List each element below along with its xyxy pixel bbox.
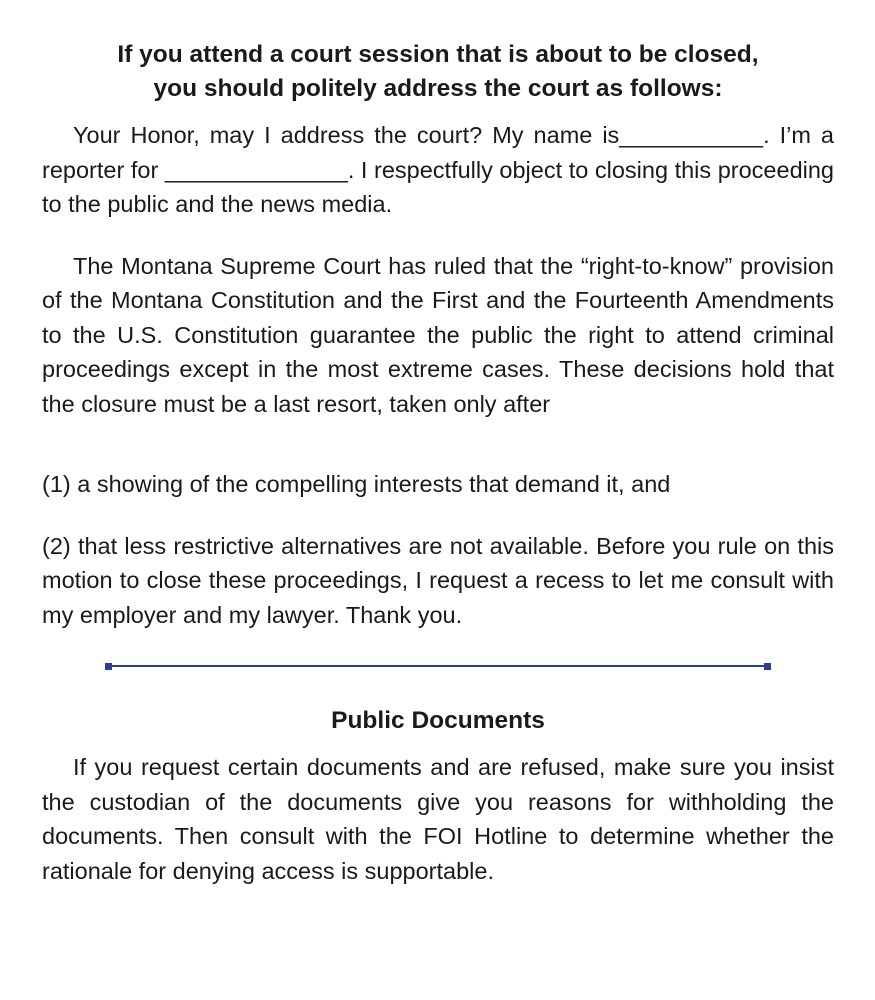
divider-right-cap xyxy=(764,663,771,670)
section-divider xyxy=(105,661,771,671)
script-paragraph-ruling: The Montana Supreme Court has ruled that the “right-to-know” provision of the Montana Constitution and the First and the Fourteenth Amendments to the U.S. Constitution guarantee the public the right to attend criminal proceedings except in the most extreme cases. These decisions hold that the closure must be a last resort, taken only after xyxy=(42,252,834,417)
public-documents-body: If you request certain documents and are refused, make sure you insist the custodian of the documents give you reasons for withholding the documents. Then consult with the FOI Hotline to determine whether the rationale for denying access is supportable. xyxy=(42,754,834,884)
page-heading xyxy=(42,38,834,106)
divider-line xyxy=(108,665,768,667)
script-paragraph-condition-2: (2) that less restrictive alternatives are not available. Before you rule on this motion to close these proceedings, I request a recess to let me consult with my employer and my lawyer. Thank you. xyxy=(42,532,834,628)
heading-line-2: you should politely address the court as follows: xyxy=(153,75,723,102)
script-paragraph-condition-1: (1) a showing of the compelling interests that demand it, and xyxy=(42,471,671,497)
script-paragraph-intro: Your Honor, may I address the court? My name is___________. I’m a reporter for ______________. I respectfully object to closing this proceeding to the public and the news media. xyxy=(42,122,834,217)
heading-line-1: If you attend a court session that is about to be closed, xyxy=(117,41,759,68)
document-page xyxy=(42,38,834,888)
public-documents-title: Public Documents xyxy=(331,707,545,734)
